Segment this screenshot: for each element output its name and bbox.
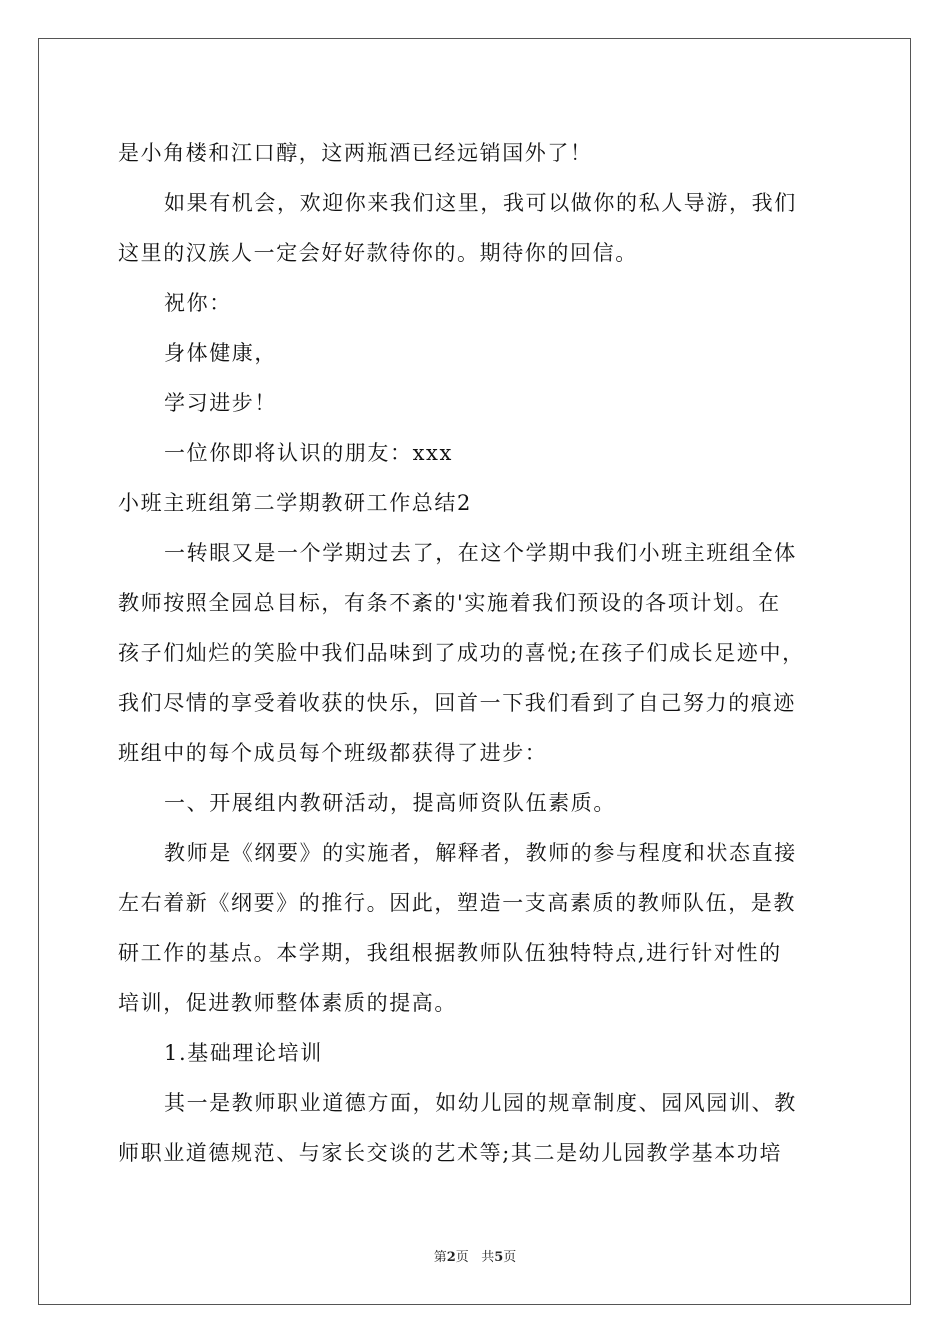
text-line: 师职业道德规范、与家长交谈的艺术等;其二是幼儿园教学基本功培 [118,1141,783,1165]
text-line: 孩子们灿烂的笑脸中我们品味到了成功的喜悦;在孩子们成长足迹中， [118,641,805,665]
page-footer [0,1246,950,1265]
subheading: 一、开展组内教研活动，提高师资队伍素质。 [164,791,616,815]
page-prefix: 第 [433,1250,447,1265]
total-prefix: 共 [481,1250,495,1265]
document-body [118,128,838,1178]
section-title: 小班主班组第二学期教研工作总结2 [118,491,472,515]
text-line: 是小角楼和江口醇，这两瓶酒已经远销国外了！ [118,141,593,165]
text-line: 其一是教师职业道德方面，如幼儿园的规章制度、园风园训、教 [164,1091,797,1115]
text-line: 一位你即将认识的朋友：xxx [164,441,453,465]
text-line: 我们尽情的享受着收获的快乐，回首一下我们看到了自己努力的痕迹 [118,691,796,715]
page-number: 2 [446,1250,456,1265]
page-suffix: 页 [455,1250,469,1265]
total-pages: 5 [494,1250,504,1265]
text-line: 研工作的基点。本学期，我组根据教师队伍独特特点,进行针对性的 [118,941,782,965]
text-line: 这里的汉族人一定会好好款待你的。期待你的回信。 [118,241,638,265]
text-line: 培训，促进教师整体素质的提高。 [118,991,457,1015]
text-line: 学习进步！ [164,391,277,415]
text-line: 班组中的每个成员每个班级都获得了进步： [118,741,548,765]
total-suffix: 页 [503,1250,517,1265]
text-line: 教师按照全园总目标，有条不紊的'实施着我们预设的各项计划。在 [118,591,781,615]
text-line: 身体健康， [164,341,277,365]
text-line: 左右着新《纲要》的推行。因此，塑造一支高素质的教师队伍，是教 [118,891,796,915]
text-line: 如果有机会，欢迎你来我们这里，我可以做你的私人导游，我们 [164,191,797,215]
subheading: 1.基础理论培训 [164,1041,323,1065]
text-line: 教师是《纲要》的实施者，解释者，教师的参与程度和状态直接 [164,841,797,865]
text-line: 一转眼又是一个学期过去了，在这个学期中我们小班主班组全体 [164,541,797,565]
text-line: 祝你： [164,291,232,315]
